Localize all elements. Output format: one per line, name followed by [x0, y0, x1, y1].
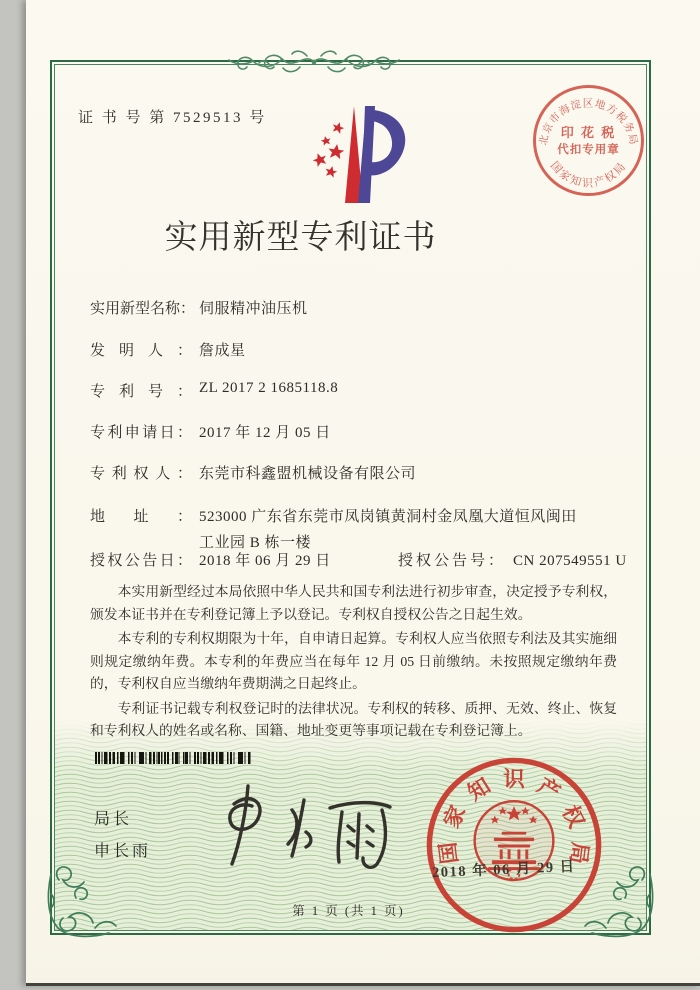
field-label: 专利号： — [90, 384, 192, 400]
seal-char: 知 — [463, 773, 495, 806]
field-label: 授权公告号： — [398, 553, 507, 569]
field-label: 授权公告日： — [90, 553, 192, 569]
director-name: 申长雨 — [94, 843, 152, 860]
barcode — [95, 752, 251, 764]
seal-char: 权 — [557, 801, 589, 832]
seal-char: 家 — [439, 801, 471, 832]
field-row-name — [90, 297, 308, 318]
stamp-center-line2: 代扣专用章 — [557, 144, 620, 156]
field-row-grant-no — [398, 549, 627, 570]
seal-char: 识 — [503, 767, 525, 792]
field-row-patentee — [90, 462, 416, 483]
top-border-ornament-icon — [224, 47, 404, 77]
paragraph-term: 本专利的专利权期限为十年，自申请日起算。专利权人应当依照专利法及其实施细则规定缴纳年费。本专利的年费应当在每年 12 月 05 日前缴纳。未按照规定缴纳年费的，专利权自应当缴纳年费期满之日起终止。 — [90, 631, 617, 691]
field-label: 地址： — [90, 509, 192, 525]
stamp-arc-top-text: 北京市海淀区地方税务局 — [538, 98, 639, 147]
paragraph-grant: 本实用新型经过本局依照中华人民共和国专利法进行初步审查，决定授予专利权，颁发本证书并在专利登记簿上予以登记。专利权自授权公告之日起生效。 — [90, 584, 617, 622]
stamp-center-line1: 印 花 税 — [560, 125, 617, 140]
paragraph-register: 专利证书记载专利权登记时的法律状况。专利权的转移、质押、无效、终止、恢复和专利权人的姓名或名称、国籍、地址变更等事项记载在专利登记簿上。 — [90, 700, 617, 738]
legal-text-block — [90, 581, 617, 745]
field-label: 发明人： — [90, 343, 192, 359]
field-row-inventor — [90, 339, 246, 360]
field-value: CN 207549551 U — [513, 553, 627, 569]
field-value-line2: 工业园 B 栋一楼 — [199, 535, 312, 551]
director-title: 局长 — [94, 811, 133, 828]
certificate-title: 实用新型专利证书 — [164, 220, 437, 256]
director-block — [94, 806, 151, 870]
field-value: 詹成星 — [199, 343, 246, 359]
certificate-number: 证 书 号 第 7529513 号 — [78, 110, 267, 126]
stamp-arc-bottom-text: 国家知识产权局 — [547, 159, 630, 190]
director-signature-icon — [196, 780, 396, 870]
field-row-address — [90, 505, 577, 552]
stamp-tax-seal — [531, 83, 646, 198]
cnipa-logo-icon — [295, 102, 413, 208]
field-label: 专利申请日： — [90, 425, 192, 441]
field-value: 东莞市科鑫盟机械设备有限公司 — [199, 466, 417, 482]
seal-char: 产 — [533, 773, 565, 806]
field-value: 2017 年 12 月 05 日 — [199, 425, 331, 441]
field-value: 伺服精冲油压机 — [199, 301, 308, 317]
certificate-paper — [26, 0, 700, 986]
field-row-filing-date — [90, 421, 331, 442]
field-row-grant-date — [90, 549, 331, 570]
seal-char: 局 — [565, 840, 593, 866]
field-value: 2018 年 06 月 29 日 — [199, 553, 331, 569]
seal-date: 2018 年 06 月 29 日 — [431, 858, 576, 882]
seal-char: 国 — [435, 840, 463, 866]
field-value: ZL 2017 2 1685118.8 — [199, 380, 339, 396]
field-label: 专利权人： — [90, 466, 192, 482]
page-footer: 第 1 页 (共 1 页) — [292, 904, 405, 918]
field-row-patent-no — [90, 380, 338, 401]
field-label: 实用新型名称： — [90, 301, 196, 317]
field-value: 523000 广东省东莞市凤岗镇黄洞村金凤凰大道恒风闽田 — [199, 509, 577, 525]
